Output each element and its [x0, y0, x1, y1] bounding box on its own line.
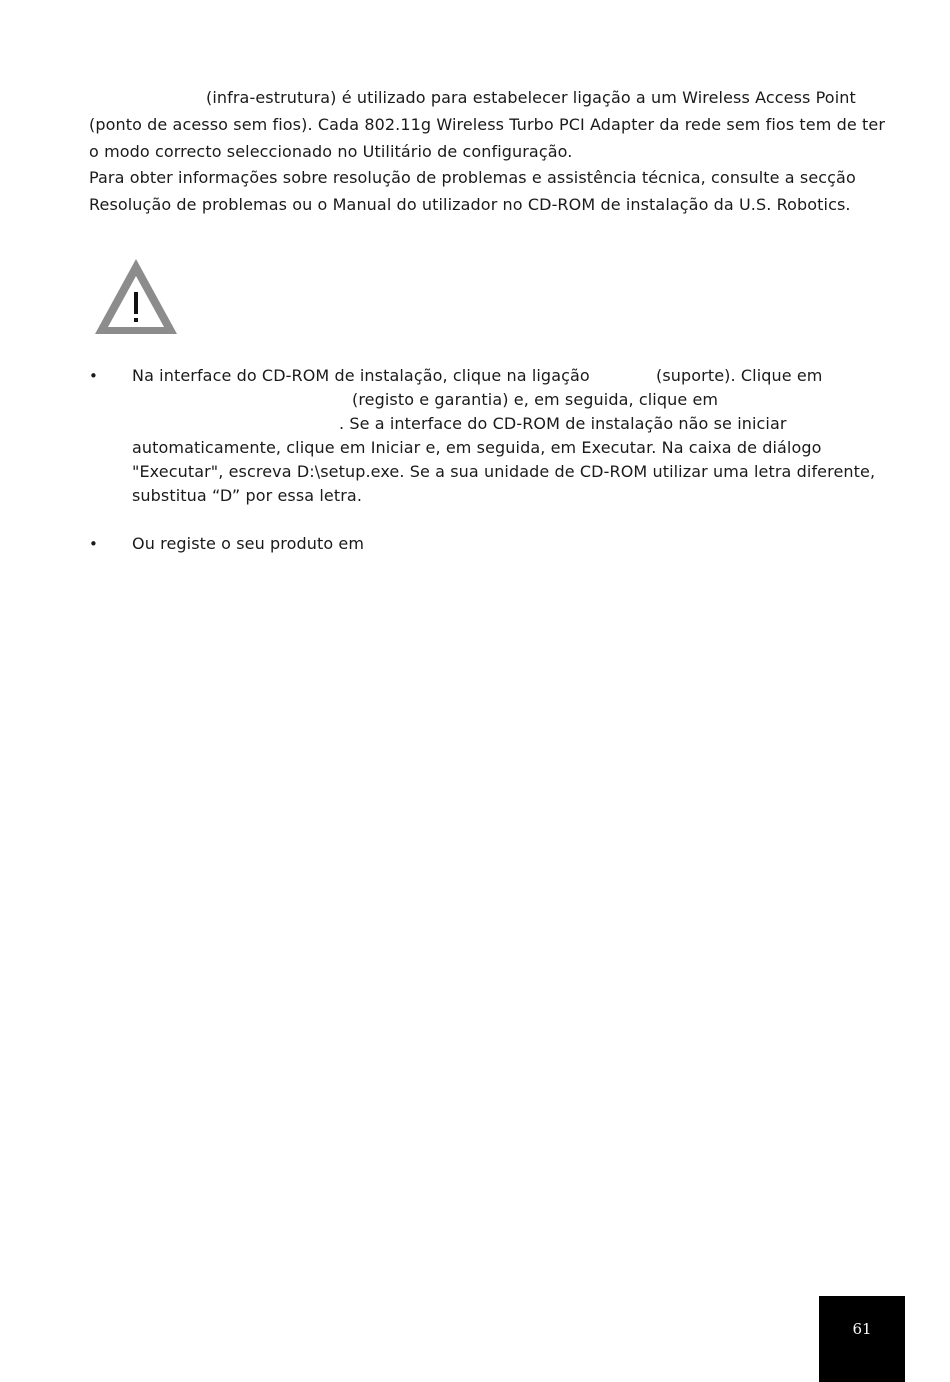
page-number-box [819, 1296, 905, 1382]
warning-triangle-icon [93, 256, 179, 336]
text-line: (suporte). Clique em [656, 366, 823, 385]
text-line: Ou registe o seu produto em [132, 534, 365, 553]
page-number: 61 [852, 1320, 872, 1338]
bullet-marker: • [89, 535, 98, 553]
text-line: . Se a interface do CD-ROM de instalação não se iniciar [339, 414, 787, 433]
text-line: Resolução de problemas ou o Manual do utilizador no CD-ROM de instalação da U.S. Robotics. [89, 195, 851, 214]
text-line: substitua “D” por essa letra. [132, 486, 363, 505]
text-line: (registo e garantia) e, em seguida, clique em [352, 390, 719, 409]
text-line: (ponto de acesso sem fios). Cada 802.11g Wireless Turbo PCI Adapter da rede sem fios tem de ter [89, 115, 885, 134]
text-line: "Executar", escreva D:\setup.exe. Se a sua unidade de CD-ROM utilizar uma letra diferente, [132, 462, 876, 481]
text-line: automaticamente, clique em Iniciar e, em seguida, em Executar. Na caixa de diálogo [132, 438, 822, 457]
text-line: o modo correcto seleccionado no Utilitário de configuração. [89, 142, 573, 161]
text-line: (infra-estrutura) é utilizado para estabelecer ligação a um Wireless Access Point [206, 88, 856, 107]
text-line: Na interface do CD-ROM de instalação, clique na ligação [132, 366, 590, 385]
text-line: Para obter informações sobre resolução de problemas e assistência técnica, consulte a secção [89, 168, 856, 187]
bullet-marker: • [89, 367, 98, 385]
